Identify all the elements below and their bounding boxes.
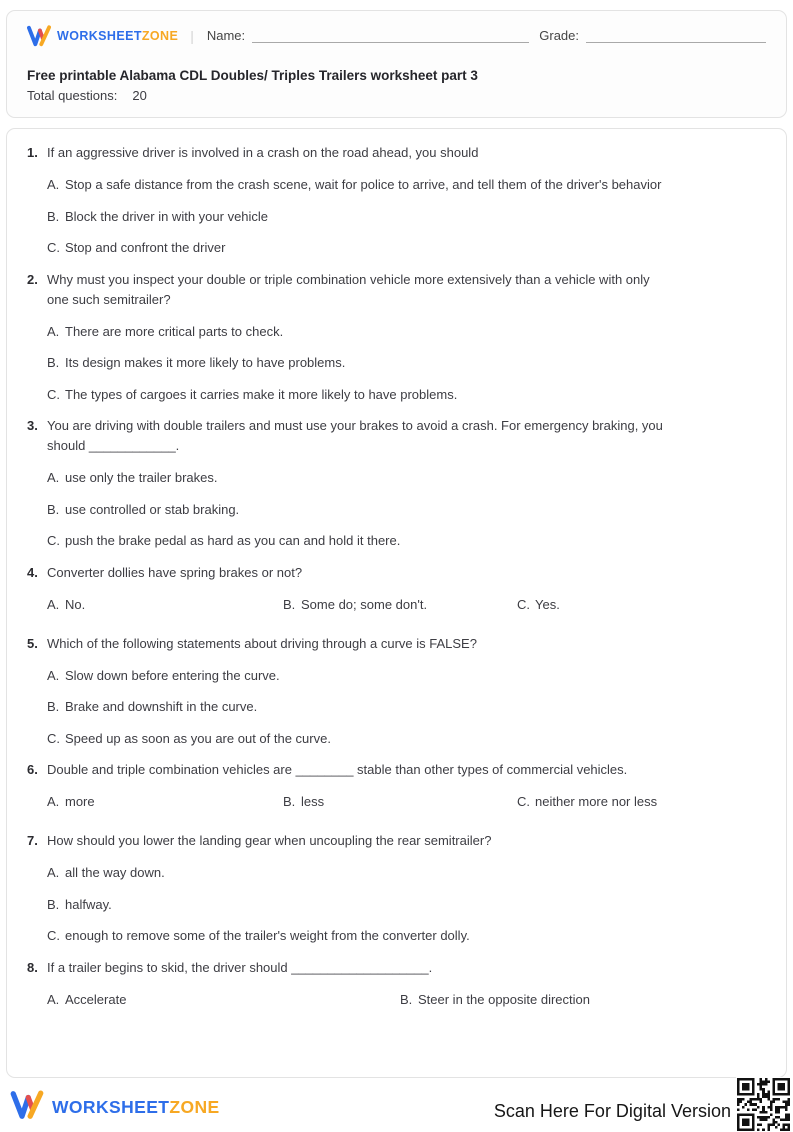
question-number: 3. [27,418,38,433]
option-text: more [65,794,95,809]
worksheetzone-logo-icon [27,25,51,47]
option-text: Its design makes it more likely to have problems. [65,355,346,370]
question-text-line: If an aggressive driver is involved in a crash on the road ahead, you should [47,145,479,160]
total-questions-value: 20 [132,88,147,103]
questions-card [6,128,787,1078]
option-text: push the brake pedal as hard as you can and hold it there. [65,533,401,548]
footer-worksheetzone-logo [10,1090,220,1125]
answer-option-B [283,595,517,615]
option-letter: B. [47,501,60,517]
logo-wordmark: WORKSHEETZONE [57,28,179,43]
answer-option-A [47,666,766,686]
question-number: 8. [27,959,38,975]
question-4 [27,563,766,627]
question-text [47,831,491,851]
option-text: neither more nor less [535,794,658,809]
option-text: use controlled or stab braking. [65,501,240,517]
answer-option-A [47,595,283,615]
option-letter: C. [47,730,60,746]
question-text [47,958,432,978]
question-7 [27,831,766,946]
question-number: 4. [27,564,38,580]
option-letter: A. [47,865,60,880]
option-text: all the way down. [65,865,165,880]
answer-option-B [47,353,766,373]
option-text: Stop a safe distance from the crash scene, wait for police to arrive, and tell them of the driver's behavior [65,177,662,192]
option-letter: B. [283,794,296,809]
option-text: There are more critical parts to check. [65,323,284,339]
option-text: Speed up as soon as you are out of the curve. [65,730,331,746]
total-questions-label: Total questions: [27,88,118,103]
option-text: Slow down before entering the curve. [65,667,280,683]
question-1 [27,143,766,258]
options-group [47,666,766,749]
question-text-line: one such semitrailer? [47,291,171,307]
question-text [47,270,650,310]
question-number: 6. [27,762,38,777]
option-letter: B. [47,208,60,224]
options-group [47,990,766,1022]
question-number: 5. [27,635,38,651]
header-divider: | [190,28,194,44]
question-number: 1. [27,145,38,160]
option-text: Some do; some don't. [301,596,428,612]
answer-option-B [47,895,766,915]
name-label: Name: [206,28,246,43]
option-text: Brake and downshift in the curve. [65,699,258,714]
question-number: 7. [27,833,38,848]
option-letter: A. [47,323,60,339]
option-text: use only the trailer brakes. [65,470,218,485]
question-text [47,416,663,456]
options-group [47,595,766,627]
option-letter: B. [47,355,60,370]
answer-option-C [517,595,766,615]
question-text-line: You are driving with double trailers and must use your brakes to avoid a crash. For emergency braking, you [47,418,663,433]
answer-option-B [47,207,766,227]
option-letter: C. [47,386,60,402]
answer-option-A [47,792,283,812]
scan-here-label: Scan Here For Digital Version [493,1101,731,1121]
option-letter: C. [517,794,530,809]
worksheetzone-logo-icon [10,1090,44,1125]
option-letter: B. [400,991,413,1007]
option-text: Steer in the opposite direction [418,991,590,1007]
option-letter: C. [517,596,530,612]
grade-blank-line [586,25,766,43]
question-2 [27,270,766,405]
answer-option-C [47,729,766,749]
question-text-line: Double and triple combination vehicles are ________ stable than other types of commercial vehicles. [47,762,628,777]
answer-option-B [283,792,517,812]
question-text-line: Why must you inspect your double or triple combination vehicle more extensively than a vehicle with only [47,271,650,287]
answer-option-C [47,385,766,405]
option-text: halfway. [65,896,112,912]
answer-option-C [517,792,766,812]
option-text: Block the driver in with your vehicle [65,208,269,224]
question-text-line: Converter dollies have spring brakes or not? [47,564,303,580]
option-letter: B. [47,699,60,714]
answer-option-A [47,322,766,342]
option-text: enough to remove some of the trailer's weight from the converter dolly. [65,928,470,943]
options-group [47,468,766,551]
questions-list [27,143,766,1021]
total-questions [27,86,768,106]
option-letter: A. [47,470,60,485]
options-group [47,792,766,824]
worksheet-title: Free printable Alabama CDL Doubles/ Triples Trailers worksheet part 3 [27,68,478,83]
option-text: Yes. [535,596,560,612]
header-card [6,10,787,118]
logo-wordmark: WORKSHEETZONE [52,1096,220,1117]
option-text: No. [65,596,86,612]
option-letter: C. [47,533,60,548]
answer-option-A [47,468,766,488]
answer-option-C [47,926,766,946]
answer-option-A [47,990,400,1010]
option-letter: C. [47,240,60,255]
option-text: Accelerate [65,991,127,1007]
answer-option-C [47,238,766,258]
answer-option-A [47,175,766,195]
question-text [47,563,302,583]
footer [0,1088,793,1132]
answer-option-A [47,863,766,883]
option-letter: A. [47,596,60,612]
options-group [47,863,766,946]
question-text-line: Which of the following statements about driving through a curve is FALSE? [47,635,477,651]
question-3 [27,416,766,551]
option-text: The types of cargoes it carries make it more likely to have problems. [65,386,458,402]
option-letter: A. [47,667,60,683]
question-text-line: should ____________. [47,438,180,453]
option-text: Stop and confront the driver [65,240,226,255]
option-letter: A. [47,177,60,192]
name-blank-line [252,25,529,43]
answer-option-C [47,531,766,551]
qr-code [736,1077,791,1132]
question-text [47,143,478,163]
question-8 [27,958,766,1022]
options-group [47,175,766,258]
question-5 [27,634,766,749]
question-text-line: How should you lower the landing gear when uncoupling the rear semitrailer? [47,833,492,848]
question-text [47,634,477,654]
question-text-line: If a trailer begins to skid, the driver should ___________________. [47,959,433,975]
question-6 [27,760,766,824]
grade-label: Grade: [539,28,579,43]
option-text: less [301,794,325,809]
option-letter: A. [47,794,60,809]
option-letter: A. [47,991,60,1007]
question-number: 2. [27,271,38,287]
option-letter: C. [47,928,60,943]
answer-option-B [47,500,766,520]
option-letter: B. [47,896,60,912]
answer-option-B [47,697,766,717]
question-text [47,760,627,780]
worksheetzone-logo [27,25,178,47]
header-logo-row [27,23,768,49]
answer-option-B [400,990,766,1010]
option-letter: B. [283,596,296,612]
options-group [47,322,766,405]
